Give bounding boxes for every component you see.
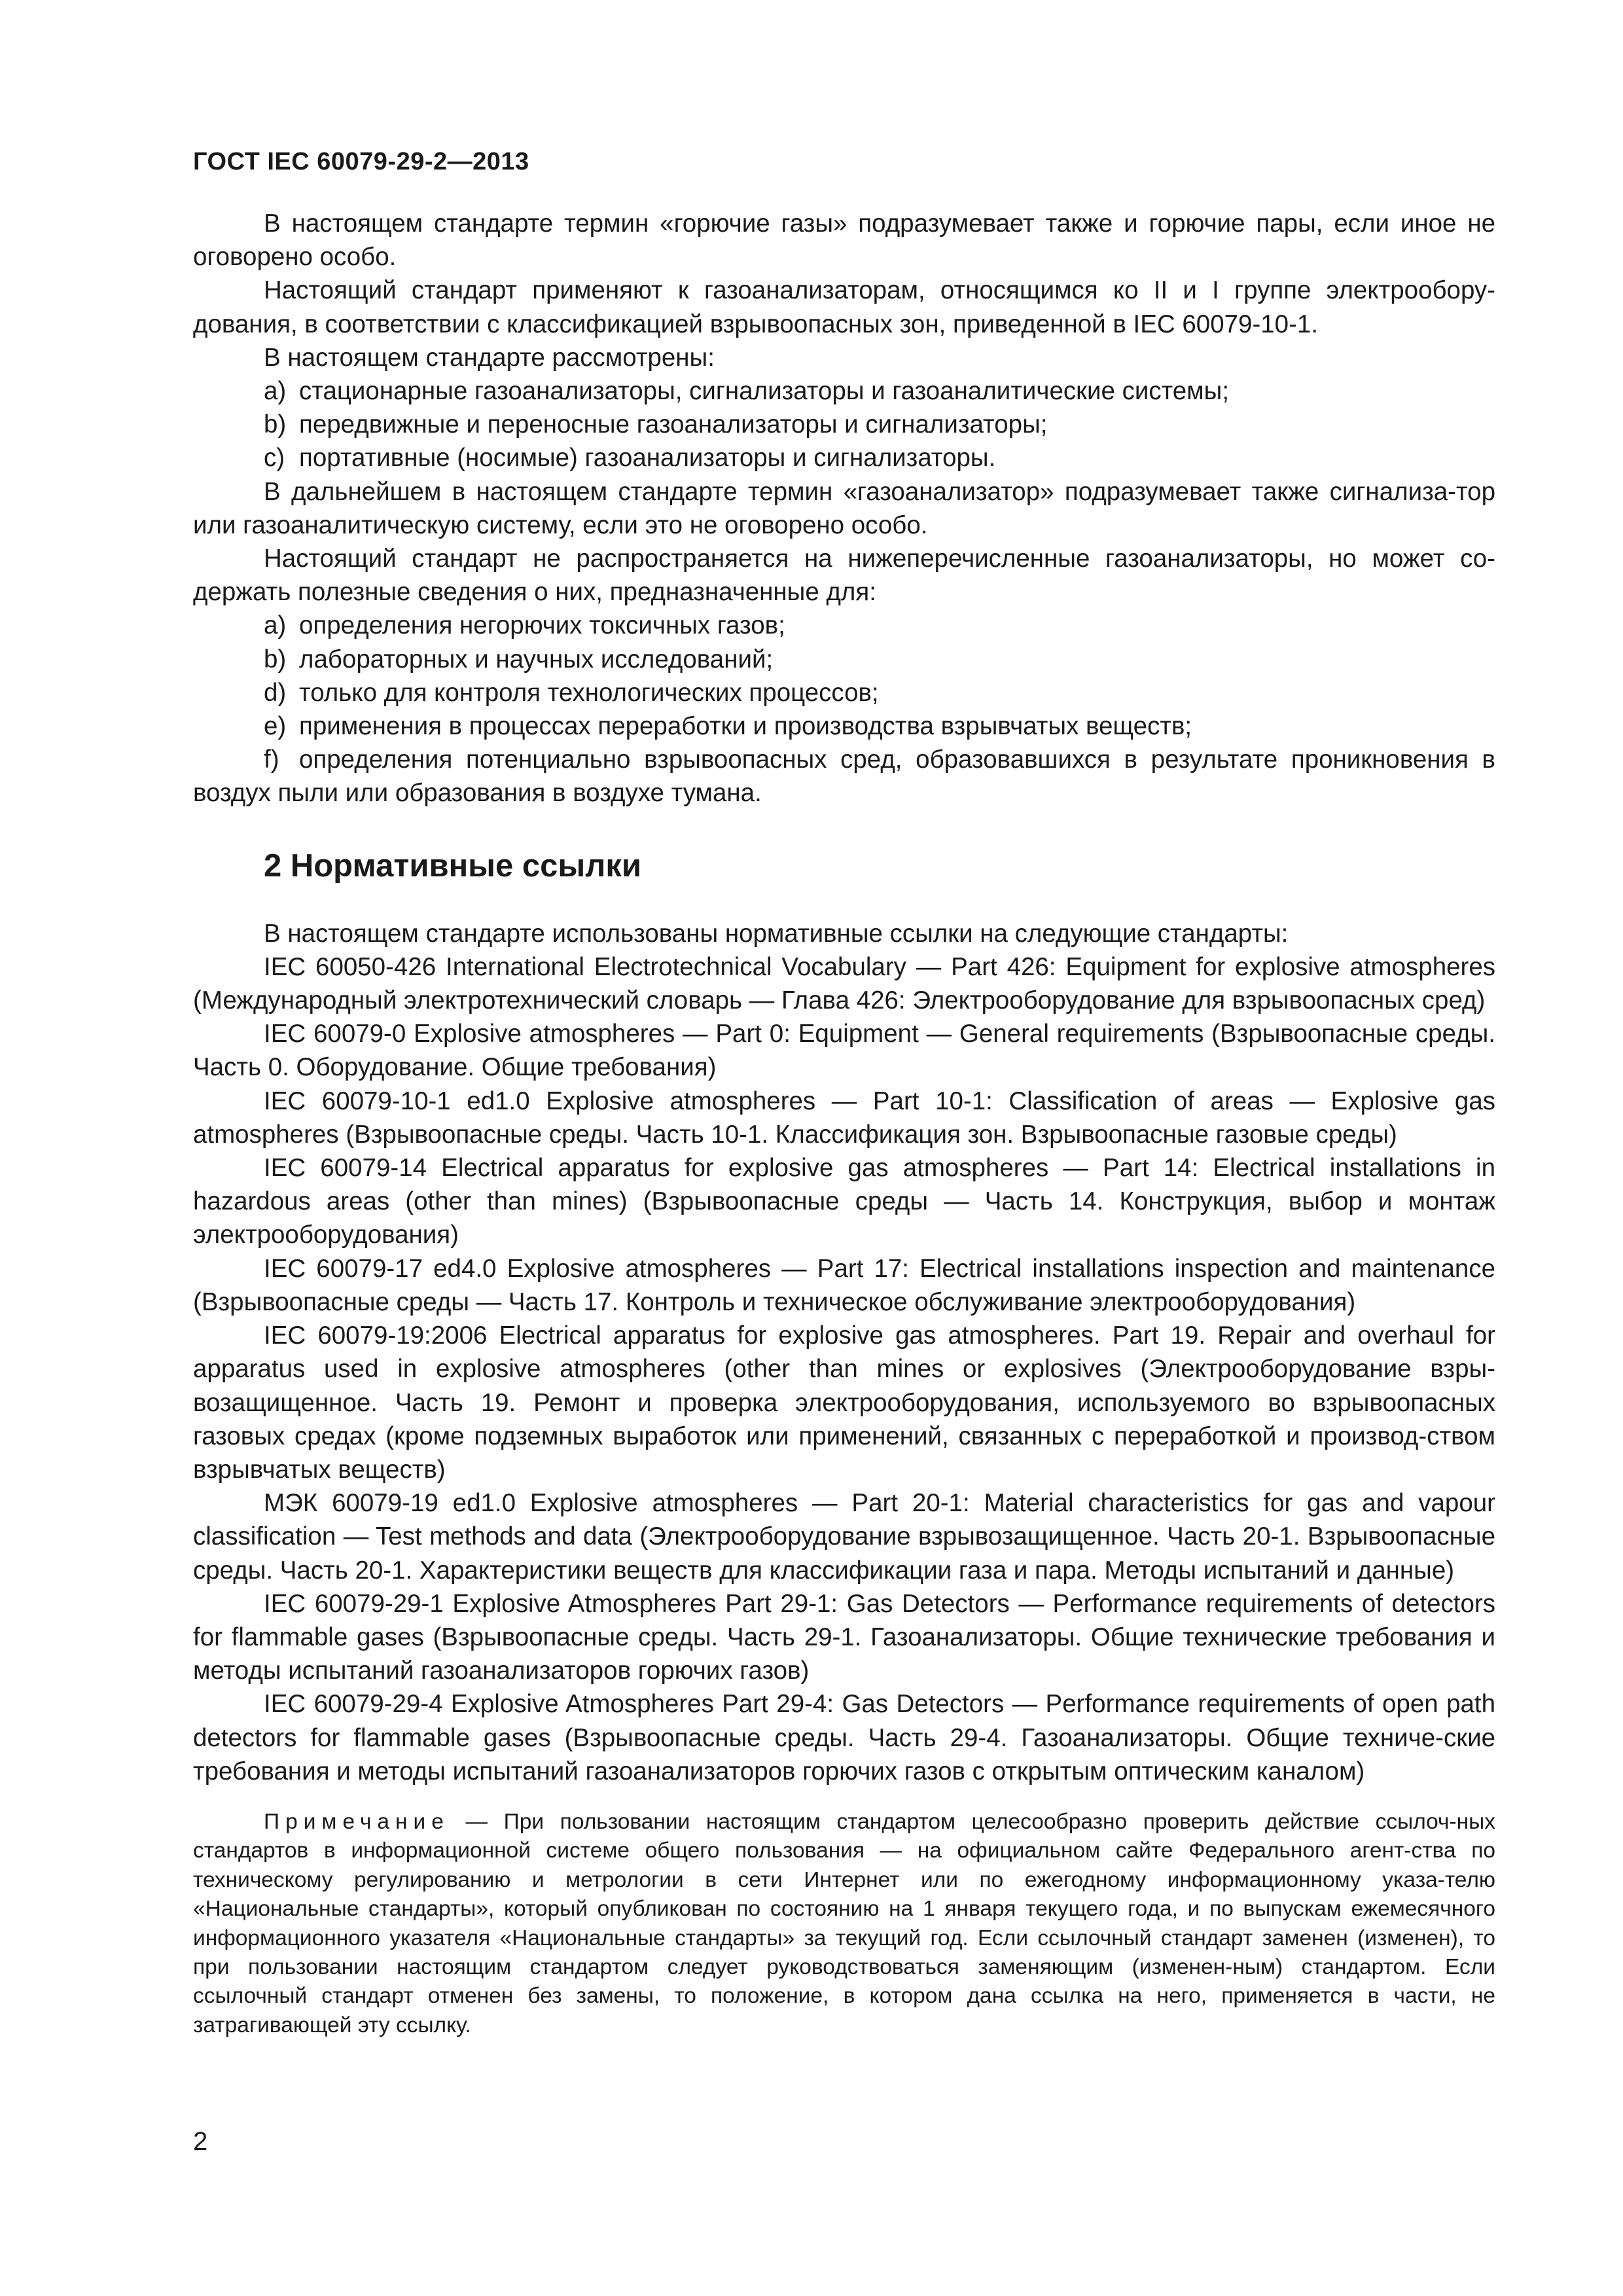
list-item [193,709,1495,743]
list-item [193,676,1495,709]
list-text: лабораторных и научных исследований; [299,645,774,673]
references-list [193,917,1495,1788]
document-header: ГОСТ IEC 60079-29-2—2013 [193,148,529,175]
list-text: определения потенциально взрывоопасных сред, образовавшихся в результате проникновения в воздух пыли или образования в воздухе тумана. [193,745,1495,808]
list-marker: a) [264,611,287,640]
reference-item: IEC 60079-17 ed4.0 Explosive atmospheres — Part 17: Electrical installations inspection and maintenance (Взрывоопасные среды — Часть 17. Контроль и техническое обслуживание электрооборудования) [193,1254,1495,1316]
paragraph-considered: В настоящем стандарте рассмотрены: [264,343,715,372]
list-text: применения в процессах переработки и производства взрывчатых веществ; [299,712,1192,741]
document-body [193,207,1495,2062]
list-text: стационарные газоанализаторы, сигнализаторы и газоаналитические системы; [299,377,1230,406]
list-marker: b) [264,645,287,673]
note [193,1808,1495,2040]
list-item [193,441,1495,475]
section-heading: 2 Нормативные ссылки [264,848,641,884]
paragraph-scope: Настоящий стандарт применяют к газоанализаторам, относящимся ко II и I группе электрообору-дования, в соответствии с классификацией взрывоопасных зон, приведенной в IEC 60079-10-1. [193,276,1495,338]
list-marker: d) [264,678,287,707]
list-text: передвижные и переносные газоанализаторы и сигнализаторы; [299,410,1048,439]
list-item [193,374,1495,408]
list-marker: a) [264,377,287,406]
list-item [193,408,1495,441]
reference-item: IEC 60079-19:2006 Electrical apparatus for explosive gas atmospheres. Part 19. Repair and overhaul for apparatus used in explosive atmospheres (other than mines or explosives (Электрооборудование взры-возащищенное. Часть 19. Ремонт и проверка электрооборудования, используемого во взрывоопасных газовых средах (кроме подземных выработок или применений, связанных с переработкой и производ-ством взрывчатых веществ) [193,1321,1495,1484]
references-lead: В настоящем стандарте использованы нормативные ссылки на следующие стандарты: [264,919,1289,948]
list-marker: f) [264,745,279,774]
paragraph-term-gas-analyzer: В дальнейшем в настоящем стандарте термин «газоанализатор» подразумевает также сигнализа-тор или газоаналитическую систему, если это не оговорено особо. [193,477,1495,539]
list-text: определения негорючих токсичных газов; [299,611,785,640]
reference-item: IEC 60050-426 International Electrotechnical Vocabulary — Part 426: Equipment for explosive atmospheres (Международный электротехнический словарь — Глава 426: Электрооборудование для взрывоопасных сред) [193,952,1495,1015]
reference-item: IEC 60079-0 Explosive atmospheres — Part 0: Equipment — General requirements (Взрывоопасные среды. Часть 0. Оборудование. Общие требования) [193,1020,1495,1082]
list-marker: e) [264,712,287,741]
list-marker: b) [264,410,287,439]
list-item [193,609,1495,642]
note-label: Примечание [264,1809,450,1834]
reference-item: IEC 60079-29-1 Explosive Atmospheres Part 29-1: Gas Detectors — Performance requirements of detectors for flammable gases (Взрывоопасные среды. Часть 29-1. Газоанализаторы. Общие технические требования и методы испытаний газоанализаторов горючих газов) [193,1589,1495,1685]
list-text: портативные (носимые) газоанализаторы и сигнализаторы. [299,444,996,473]
reference-item: IEC 60079-10-1 ed1.0 Explosive atmospheres — Part 10-1: Classification of areas — Explosive gas atmospheres (Взрывоопасные среды. Часть 10-1. Классификация зон. Взрывоопасные газовые среды) [193,1086,1495,1149]
reference-item: МЭК 60079-19 ed1.0 Explosive atmospheres — Part 20-1: Material characteristics for gas and vapour classification — Test methods and data (Электрооборудование взрывозащищенное. Часть 20-1. Взрывоопасные среды. Часть 20-1. Характеристики веществ для классификации газа и пара. Методы испытаний и данные) [193,1489,1495,1585]
page-number: 2 [193,2127,208,2156]
list-item [193,643,1495,676]
list-item [193,743,1495,810]
list-text: только для контроля технологических процессов; [299,678,879,707]
note-text: — При пользовании настоящим стандартом целесообразно проверить действие ссылоч-ных стандартов в информационной системе общего пользования — на официальном сайте Федерального агент-ства по техническому регулированию и метрологии в сети Интернет или по ежегодному информационному указа-телю «Национальные стандарты», который опубликован по состоянию на 1 января текущего года, и по выпускам ежемесячного информационного указателя «Национальные стандарты» за текущий год. Если ссылочный стандарт заменен (изменен), то при пользовании настоящим стандартом следует руководствоваться заменяющим (изменен-ным) стандартом. Если ссылочный стандарт отменен без замены, то положение, в котором дана ссылка на него, применяется в части, не затрагивающей эту ссылку. [193,1809,1495,2037]
paragraph-flammable-gases: В настоящем стандарте термин «горючие газы» подразумевает также и горючие пары, если иное не оговорено особо. [193,209,1495,272]
paragraph-exclusions: Настоящий стандарт не распространяется на нижеперечисленные газоанализаторы, но может со-держать полезные сведения о них, предназначенные для: [193,545,1495,607]
reference-item: IEC 60079-29-4 Explosive Atmospheres Part 29-4: Gas Detectors — Performance requirements of open path detectors for flammable gases (Взрывоопасные среды. Часть 29-4. Газоанализаторы. Общие техниче-ские требования и методы испытаний газоанализаторов горючих газов с открытым оптическим каналом) [193,1690,1495,1785]
reference-item: IEC 60079-14 Electrical apparatus for explosive gas atmospheres — Part 14: Electrical installations in hazardous areas (other than mines) (Взрывоопасные среды — Часть 14. Конструкция, выбор и монтаж электрооборудования) [193,1154,1495,1249]
list-marker: c) [264,444,285,473]
